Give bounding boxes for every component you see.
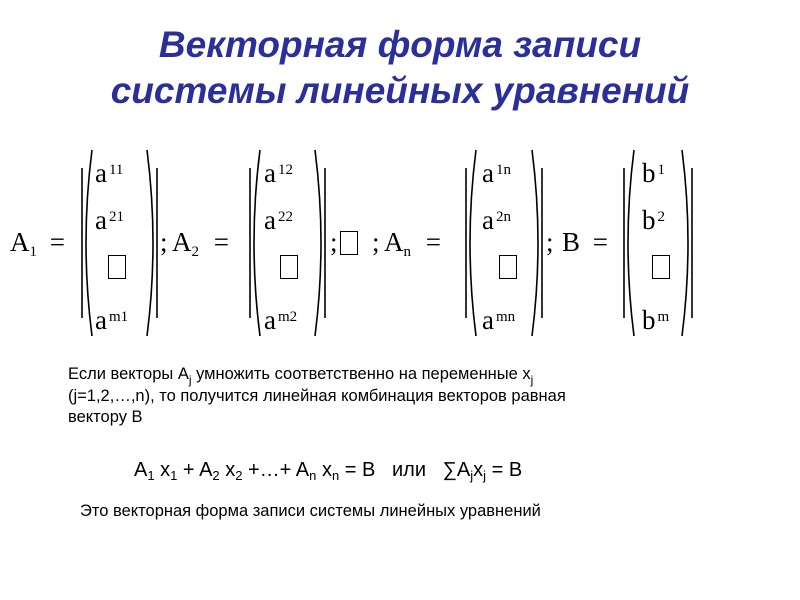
right-paren-A2	[313, 148, 329, 338]
entry-A2-1: a $_{12}$	[264, 158, 293, 188]
left-paren-B	[620, 148, 636, 338]
entry-B-2: b $_2$	[642, 205, 665, 235]
explanation-paragraph	[68, 364, 748, 428]
title-line-2: системы линейных уравнений	[110, 70, 690, 111]
title-line-1: Векторная форма записи	[158, 24, 642, 65]
sep-ellipsis: ;	[372, 227, 380, 257]
left-paren-A2	[246, 148, 262, 338]
paragraph-line-3: вектору B	[68, 408, 143, 426]
placeholder-box-An	[499, 255, 517, 279]
placeholder-box-B	[652, 255, 670, 279]
entry-An-m: a $_{mn}$	[482, 305, 516, 335]
left-paren-An	[462, 148, 478, 338]
right-paren-B	[680, 148, 696, 338]
paragraph-line-2: (j=1,2,…,n), то получится линейная комбинация векторов равная	[68, 387, 566, 405]
entry-B-1: b $_1$	[642, 158, 665, 188]
entry-An-2: a $_{2n}$	[482, 205, 511, 235]
entry-B-m: b $_m$	[642, 305, 670, 335]
linear-combination-equation: $A_1$ $x_1 + A_2$ $x_2$ +…+ $A_n$ $x_n = B$ или $\sum A_jx_j = B$	[134, 459, 523, 483]
label-A1: $A_1$ =	[10, 227, 65, 260]
paragraph-line-1: Если векторы $A_j$ умножить соответственно на переменные $x_j$	[68, 365, 534, 387]
right-paren-An	[530, 148, 546, 338]
right-paren-A1	[145, 148, 161, 338]
left-paren-A1	[78, 148, 94, 338]
entry-A1-m: a $_{m1}$	[95, 305, 129, 335]
placeholder-box-A2	[280, 255, 298, 279]
entry-An-1: a $_{1n}$	[482, 158, 511, 188]
label-A2: $A_2$ =	[172, 227, 229, 260]
label-B: B =	[562, 227, 608, 257]
sep-A2: ;	[330, 227, 338, 257]
entry-A2-2: a $_{22}$	[264, 205, 293, 235]
entry-A1-1: a $_{11}$	[95, 158, 124, 188]
conclusion-text: Это векторная форма записи системы линейных уравнений	[80, 502, 541, 520]
placeholder-box-ellipsis	[340, 231, 358, 255]
entry-A1-2: a $_{21}$	[95, 205, 124, 235]
entry-A2-m: a $_{m2}$	[264, 305, 298, 335]
placeholder-box-A1	[108, 255, 126, 279]
sep-An: ;	[546, 227, 554, 257]
sep-A1: ;	[160, 227, 168, 257]
label-An: $A_n$ =	[384, 227, 441, 260]
slide-title	[0, 22, 800, 114]
